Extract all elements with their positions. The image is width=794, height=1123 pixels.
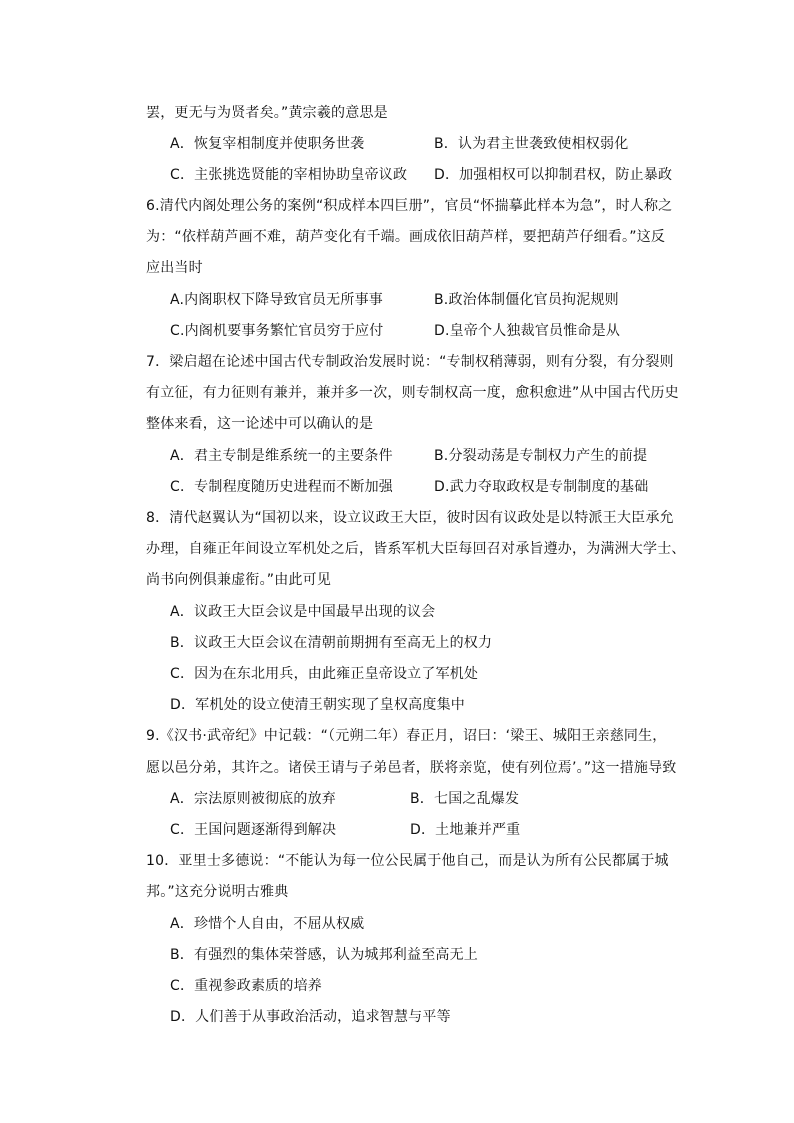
q10-option-c: C．重视参政素质的培养 [170,978,322,994]
q9-option-c: C．王国问题逐渐得到解决 [170,822,337,838]
q8-option-a: A．议政王大臣会议是中国最早出现的议会 [170,604,436,620]
q7-text-line: 整体来看，这一论述中可以确认的是 [146,416,374,432]
q6-text-line: 6.清代内阁处理公务的案例“积成样本四巨册”，官员“怀揣摹此样本为急”，时人称之 [146,198,673,214]
q7-option-b: B.分裂动荡是专制权力产生的前提 [434,448,648,464]
q7-option-d: D.武力夺取政权是专制制度的基础 [434,479,649,495]
q8-option-d: D．军机处的设立使清王朝实现了皇权高度集中 [170,697,465,713]
q10-text-line: 邦。”这充分说明古雅典 [146,884,289,900]
q6-option-b: B.政治体制僵化官员拘泥规则 [434,292,619,308]
q9-option-d: D．土地兼并严重 [410,822,521,838]
q10-option-b: B．有强烈的集体荣誉感，认为城邦利益至高无上 [170,947,479,963]
q5-option-a: A．恢复宰相制度并使职务世袭 [170,136,365,152]
q10-text-line: 10．亚里士多德说：“不能认为每一位公民属于他自己，而是认为所有公民都属于城 [146,853,669,869]
q8-option-c: C．因为在东北用兵，由此雍正皇帝设立了军机处 [170,666,479,682]
q9-option-b: B．七国之乱爆发 [410,791,520,807]
q5-option-b: B．认为君主世袭致使相权弱化 [434,136,629,152]
q6-option-a: A.内阁职权下降导致官员无所事事 [170,292,383,308]
q5-text-line: 罢，更无与为贤者矣。”黄宗羲的意思是 [146,105,388,121]
q6-option-c: C.内阁机要事务繁忙官员穷于应付 [170,323,384,339]
q5-option-c: C．主张挑选贤能的宰相协助皇帝议政 [170,167,408,183]
q8-option-b: B．议政王大臣会议在清朝前期拥有至高无上的权力 [170,635,493,651]
q6-text-line: 为：“依样葫芦画不难，葫芦变化有千端。画成依旧葫芦样，要把葫芦仔细看。”这反 [146,229,666,245]
q7-option-a: A．君主专制是维系统一的主要条件 [170,448,393,464]
q10-option-a: A．珍惜个人自由，不屈从权威 [170,916,365,932]
q8-text-line: 8．清代赵翼认为“国初以来，设立议政王大臣，彼时因有议政处是以特派王大臣承允 [146,510,674,526]
q8-text-line: 办理，自雍正年间设立军机处之后，皆系军机大臣每回召对承旨遵办，为满洲大学士、 [146,541,686,557]
q7-option-c: C．专制程度随历史进程而不断加强 [170,479,393,495]
q8-text-line: 尚书向例俱兼虚衔。”由此可见 [146,572,332,588]
q7-text-line: 有立征，有力征则有兼并，兼并多一次，则专制权高一度，愈积愈进”从中国古代历史 [146,385,679,401]
q10-option-d: D．人们善于从事政治活动，追求智慧与平等 [170,1009,451,1025]
q6-option-d: D.皇帝个人独裁官员惟命是从 [434,323,621,339]
q9-option-a: A．宗法原则被彻底的放弃 [170,791,336,807]
q9-text-line: 愿以邑分弟，其许之。诸侯王请与子弟邑者，朕将亲览，使有列位焉’。”这一措施导致 [146,760,677,776]
q7-text-line: 7．梁启超在论述中国古代专制政治发展时说：“专制权稍薄弱，则有分裂，有分裂则 [146,354,674,370]
q9-text-line: 9.《汉书·武帝纪》中记载：“（元朔二年）春正月，诏曰：‘梁王、城阳王亲慈同生， [146,728,667,744]
q5-option-d: D．加强相权可以抑制君权，防止暴政 [434,167,673,183]
q6-text-line: 应出当时 [146,260,203,276]
